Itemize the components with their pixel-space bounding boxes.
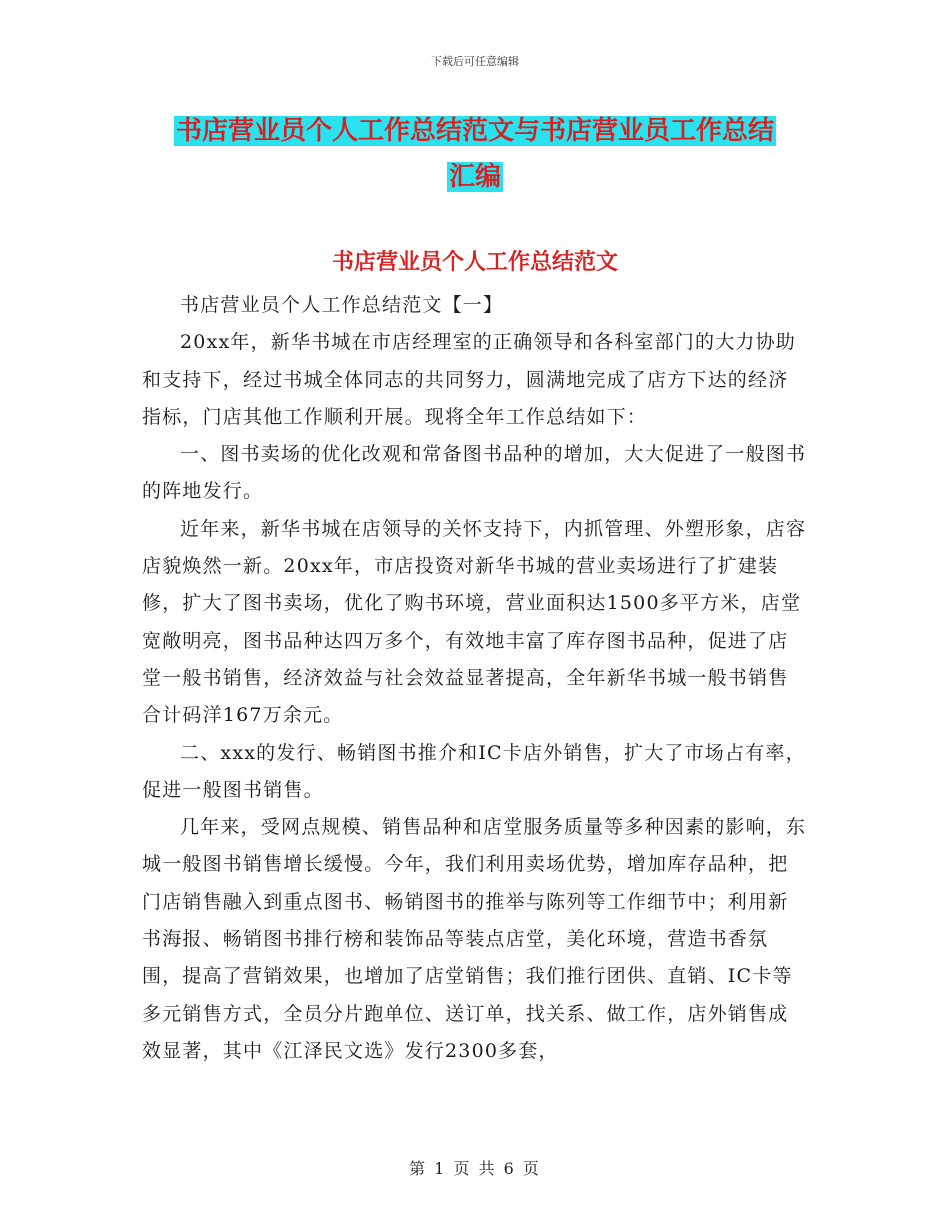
paragraph: 二、xxx的发行、畅销图书推介和IC卡店外销售，扩大了市场占有率，促进一般图书销售。 xyxy=(142,741,806,801)
document-title-line-1: 书店营业员个人工作总结范文与书店营业员工作总结 xyxy=(175,116,774,146)
paragraph: 近年来，新华书城在店领导的关怀支持下，内抓管理、外塑形象，店容店貌焕然一新。20xx年，市店投资对新华书城的营业卖场进行了扩建装修，扩大了图书卖场，优化了购书环境，营业面积达1500多平方米，店堂宽敞明亮，图书品种达四万多个，有效地丰富了库存图书品种，促进了店堂一般书销售，经济效益与社会效益显著提高，全年新华书城一般书销售合计码洋167万余元。 xyxy=(142,517,807,727)
paragraph: 20xx年，新华书城在市店经理室的正确领导和各科室部门的大力协助和支持下，经过书城全体同志的共同努力，圆满地完成了店方下达的经济指标，门店其他工作顺利开展。现将全年工作总结如下： xyxy=(142,331,797,428)
document-title-line-2: 汇编 xyxy=(448,162,501,192)
paragraph: 书店营业员个人工作总结范文【一】 xyxy=(180,294,504,316)
page-footer: 第 1 页 共 6 页 xyxy=(409,1159,541,1178)
header-note: 下载后可任意编辑 xyxy=(431,55,519,68)
paragraph: 几年来，受网点规模、销售品种和店堂服务质量等多种因素的影响，东城一般图书销售增长缓慢。今年，我们利用卖场优势，增加库存品种，把门店销售融入到重点图书、畅销图书的推举与陈列等工作细节中；利用新书海报、畅销图书排行榜和装饰品等装点店堂，美化环境，营造书香氛围，提高了营销效果，也增加了店堂销售；我们推行团供、直销、IC卡等多元销售方式，全员分片跑单位、送订单，找关系、做工作，店外销售成效显著，其中《江泽民文选》发行2300多套， xyxy=(142,816,807,1062)
body-text xyxy=(142,287,808,1070)
document-title xyxy=(140,108,810,200)
paragraph: 一、图书卖场的优化改观和常备图书品种的增加，大大促进了一般图书的阵地发行。 xyxy=(142,443,807,503)
section-title: 书店营业员个人工作总结范文 xyxy=(331,250,618,275)
